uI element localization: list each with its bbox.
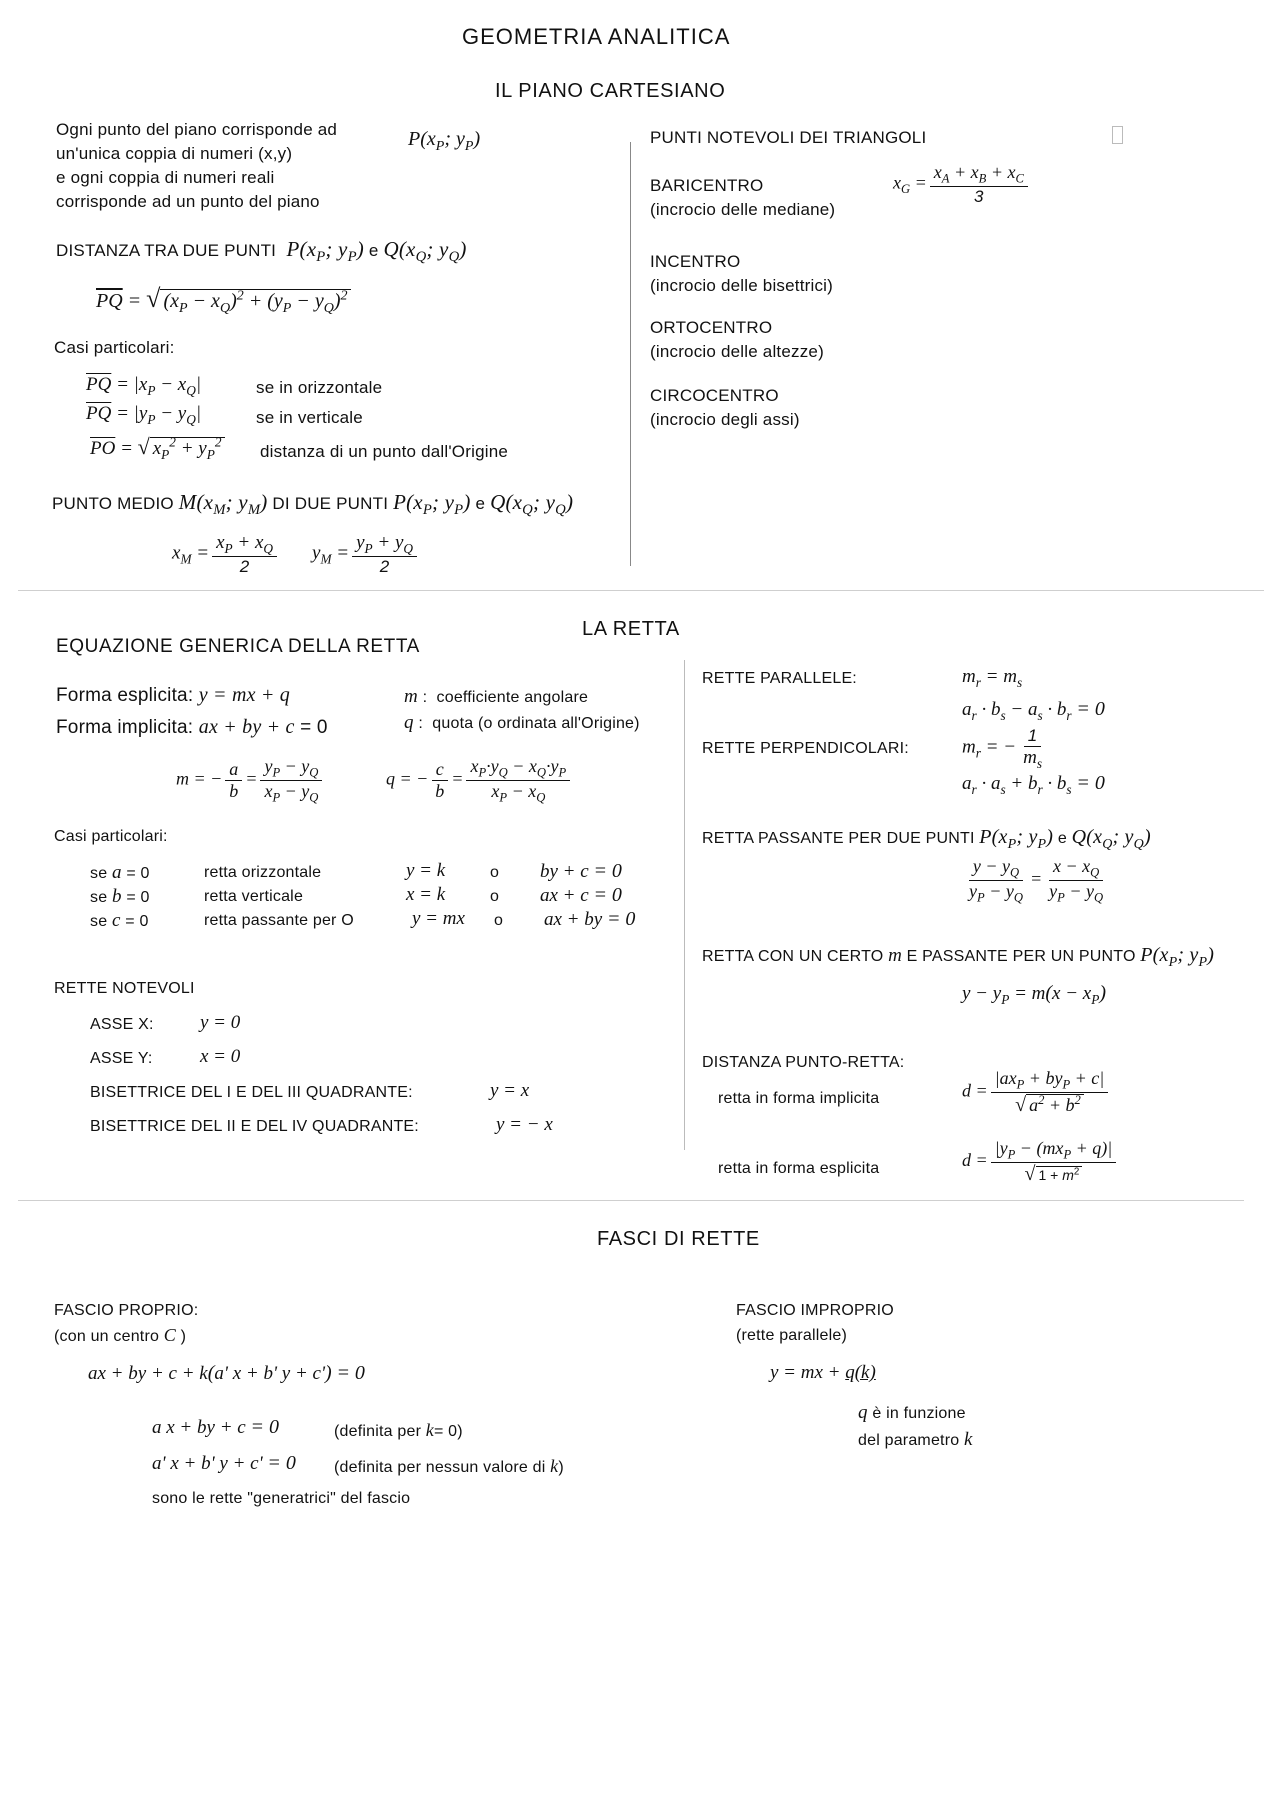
divider-retta bbox=[684, 660, 685, 1150]
caso-b-o: o bbox=[490, 888, 500, 905]
parallele-eq2: $a_r \cdot b_s - a_s \cdot b_r = 0$ bbox=[962, 698, 1105, 723]
casi-label-retta: Casi particolari: bbox=[54, 828, 168, 845]
section-heading-piano: IL PIANO CARTESIANO bbox=[495, 80, 726, 102]
caso-c-tipo: retta passante per O bbox=[204, 912, 354, 929]
caso-c-o: o bbox=[494, 912, 504, 929]
caso-verticale: se in verticale bbox=[256, 408, 363, 427]
forma-implicita: Forma implicita: ax + by + c = 0 bbox=[56, 716, 328, 738]
separator-1 bbox=[18, 590, 1264, 591]
bisettrice-2: BISETTRICE DEL II E DEL IV QUADRANTE: bbox=[90, 1118, 419, 1135]
caso-a: se a = 0 bbox=[90, 862, 150, 883]
formula-distanza-espl: d = $\frac{|y_P - (mx_P + q)|}{√ 1 + m^2}$ bbox=[962, 1138, 1119, 1186]
caso-a-o: o bbox=[490, 864, 500, 881]
parallele-eq1: $m_r = m_s$ bbox=[962, 666, 1023, 690]
caso-c-eq2: ax + by = 0 bbox=[544, 908, 636, 930]
formula-xm: $x_M$ = $\frac{x_P + x_Q}{2}$ bbox=[172, 532, 280, 577]
formula-orizz: $\overline{PQ} = |x_P - x_Q|$ bbox=[86, 374, 202, 398]
bisettrice-1: BISETTRICE DEL I E DEL III QUADRANTE: bbox=[90, 1084, 413, 1101]
page-title: GEOMETRIA ANALITICA bbox=[462, 24, 731, 49]
caso-b-tipo: retta verticale bbox=[204, 888, 304, 905]
caso-c-eq1: y = mx bbox=[412, 908, 465, 929]
divider-piano bbox=[630, 142, 631, 566]
due-punti-heading: RETTA PASSANTE PER DUE PUNTI $P(x_P$; $y_P$) e $Q(x_Q$; $y_Q$) bbox=[702, 826, 1151, 852]
forma-esplicita-label: retta in forma esplicita bbox=[718, 1160, 880, 1177]
incentro: INCENTRO (incrocio delle bisettrici) bbox=[650, 252, 834, 295]
caso-b-eq1: x = k bbox=[406, 884, 446, 905]
placeholder-box-icon bbox=[1112, 126, 1123, 144]
section-heading-fasci: FASCI DI RETTE bbox=[597, 1228, 760, 1250]
perpendicolari-eq2: $a_r \cdot a_s + b_r \cdot b_s = 0$ bbox=[962, 772, 1105, 797]
bisettrice-1-eq: y = x bbox=[490, 1080, 530, 1101]
retta-generatrice-2: a' x + b' y + c' = 0 bbox=[152, 1452, 296, 1474]
formula-fascio-proprio: ax + by + c + k(a' x + b' y + c') = 0 bbox=[88, 1362, 365, 1384]
rette-notevoli-heading: RETTE NOTEVOLI bbox=[54, 980, 195, 997]
forma-esplicita: Forma esplicita: y = mx + q bbox=[56, 684, 290, 706]
ortocentro: ORTOCENTRO (incrocio delle altezze) bbox=[650, 318, 824, 361]
caso-b: se b = 0 bbox=[90, 886, 150, 907]
caso-a-eq1: y = k bbox=[406, 860, 446, 881]
q-funzione-note: q è in funzione del parametro k bbox=[858, 1402, 973, 1450]
notevoli-heading: PUNTI NOTEVOLI DEI TRIANGOLI bbox=[650, 128, 927, 147]
separator-2 bbox=[18, 1200, 1244, 1201]
formula-q: q = − $\frac{c}{b}$ = $\frac{x_P\cdot y_Q - x_Q\cdot y_P}{x_P - x_Q}$ bbox=[386, 756, 573, 805]
q-desc: q : quota (o ordinata all'Origine) bbox=[404, 712, 640, 733]
fascio-improprio: FASCIO IMPROPRIO (rette parallele) bbox=[736, 1302, 894, 1344]
caso-b-eq2: ax + c = 0 bbox=[540, 884, 622, 906]
definita-1: (definita per k= 0) bbox=[334, 1420, 463, 1440]
formula-certo-m: $y - y_P = m(x - x_P)$ bbox=[962, 982, 1107, 1007]
caso-a-eq2: by + c = 0 bbox=[540, 860, 622, 882]
casi-label-piano: Casi particolari: bbox=[54, 338, 175, 357]
asse-x: ASSE X: bbox=[90, 1016, 154, 1033]
caso-origine: distanza di un punto dall'Origine bbox=[260, 442, 509, 461]
formula-point-p: $P(x_P$; $y_P$) bbox=[408, 128, 481, 154]
certo-m-heading: RETTA CON UN CERTO m E PASSANTE PER UN PUNTO $P(x_P$; $y_P$) bbox=[702, 944, 1215, 970]
formula-distanza-impl: d = $\frac{|ax_P + by_P + c|}{√ a^2 + b^2}$ bbox=[962, 1068, 1111, 1117]
parallele-label: RETTE PARALLELE: bbox=[702, 670, 857, 687]
caso-a-tipo: retta orizzontale bbox=[204, 864, 322, 881]
definita-2: (definita per nessun valore di k) bbox=[334, 1456, 564, 1476]
eq-heading: EQUAZIONE GENERICA DELLA RETTA bbox=[56, 636, 420, 657]
formula-distanza: $\overline{PQ}$ = √ $(x_P - x_Q)^2 + (y_P - y_Q)^2$ bbox=[96, 284, 351, 317]
intro-text: Ogni punto del piano corrisponde ad un'unica coppia di numeri (x,y) e ogni coppia di numeri reali corrisponde ad un punto del piano bbox=[56, 120, 338, 211]
distanza-heading: DISTANZA TRA DUE PUNTI $P(x_P$; $y_P$) e $Q(x_Q$; $y_Q$) bbox=[56, 237, 467, 266]
formula-baricentro: $x_G$ = $\frac{x_A + x_B + x_C}{3}$ bbox=[893, 162, 1031, 207]
punto-medio-heading: PUNTO MEDIO $M(x_M$; $y_M$) DI DUE PUNTI $P(x_P$; $y_P$) e $Q(x_Q$; $y_Q$) bbox=[52, 490, 574, 519]
baricentro: BARICENTRO (incrocio delle mediane) bbox=[650, 176, 836, 219]
m-desc: m : coefficiente angolare bbox=[404, 686, 589, 707]
perpendicolari-eq1: $m_r$ = − $\frac{1}{m_s}$ bbox=[962, 726, 1042, 771]
caso-c: se c = 0 bbox=[90, 910, 149, 931]
formula-fascio-improprio: y = mx + q(k) bbox=[770, 1362, 876, 1383]
formula-origine: $\overline{PO}$ = √ $x_P^2 + y_P^2$ bbox=[90, 434, 225, 463]
caso-orizzontale: se in orizzontale bbox=[256, 378, 383, 397]
formula-m: m = − $\frac{a}{b}$ = $\frac{y_P - y_Q}{x_P - y_Q}$ bbox=[176, 756, 325, 805]
distanza-punto-retta-heading: DISTANZA PUNTO-RETTA: bbox=[702, 1054, 905, 1071]
asse-y-eq: x = 0 bbox=[200, 1046, 241, 1067]
circocentro: CIRCOCENTRO (incrocio degli assi) bbox=[650, 386, 800, 429]
generatrici-note: sono le rette "generatrici" del fascio bbox=[152, 1490, 411, 1507]
bisettrice-2-eq: y = − x bbox=[496, 1114, 553, 1135]
asse-x-eq: y = 0 bbox=[200, 1012, 241, 1033]
perpendicolari-label: RETTE PERPENDICOLARI: bbox=[702, 740, 909, 757]
formula-due-punti: $\frac{y - y_Q}{y_P - y_Q}$ = $\frac{x - x_Q}{y_P - y_Q}$ bbox=[969, 856, 1104, 905]
retta-generatrice-1: a x + by + c = 0 bbox=[152, 1416, 279, 1438]
section-heading-retta: LA RETTA bbox=[582, 618, 680, 640]
fascio-proprio: FASCIO PROPRIO: (con un centro C ) bbox=[54, 1302, 199, 1345]
forma-implicita-label: retta in forma implicita bbox=[718, 1090, 880, 1107]
formula-ym: $y_M$ = $\frac{y_P + y_Q}{2}$ bbox=[312, 532, 420, 577]
asse-y: ASSE Y: bbox=[90, 1050, 153, 1067]
formula-vert: $\overline{PQ} = |y_P - y_Q|$ bbox=[86, 403, 202, 427]
